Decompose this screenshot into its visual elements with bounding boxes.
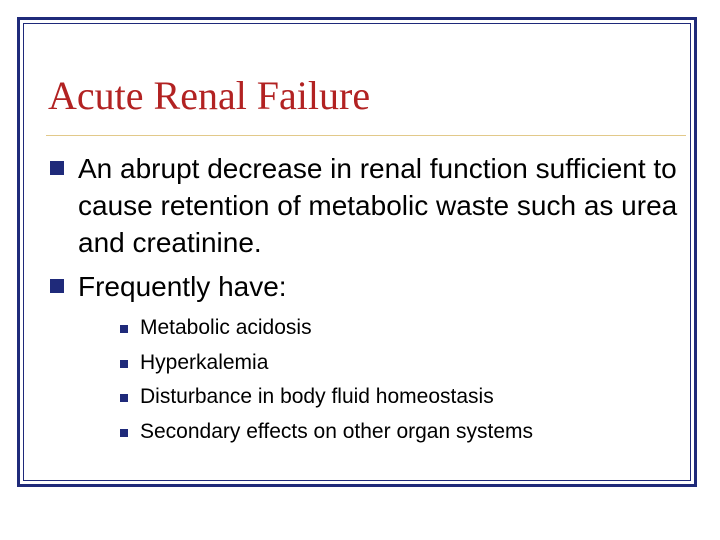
bullet-list (50, 150, 690, 456)
sub-bullet-text: Hyperkalemia (140, 350, 269, 374)
sub-bullet-item (120, 380, 690, 415)
sub-bullet-text: Metabolic acidosis (140, 316, 312, 339)
bullet-text: Frequently have: (78, 271, 287, 302)
square-bullet-icon (120, 360, 128, 368)
square-bullet-icon (50, 161, 64, 175)
bullet-item (50, 150, 690, 261)
bullet-item (50, 268, 690, 449)
sub-bullet-item (120, 311, 690, 346)
square-bullet-icon (120, 394, 128, 402)
square-bullet-icon (50, 279, 64, 293)
sub-bullet-text: Secondary effects on other organ systems (140, 419, 533, 443)
bullet-text: An abrupt decrease in renal function sufficient to cause retention of metabolic waste such as urea and creatinine. (78, 153, 678, 258)
slide-title: Acute Renal Failure (48, 73, 371, 118)
square-bullet-icon (120, 429, 128, 437)
title-divider (46, 135, 686, 136)
sub-bullet-list (78, 311, 690, 449)
sub-bullet-text: Disturbance in body fluid homeostasis (140, 385, 494, 408)
sub-bullet-item (120, 346, 690, 381)
square-bullet-icon (120, 325, 128, 333)
sub-bullet-item (120, 415, 690, 450)
